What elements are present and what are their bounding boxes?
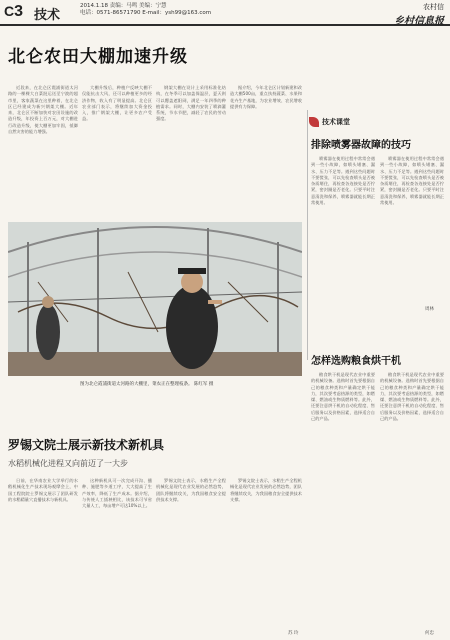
section-title: 技术 (34, 8, 61, 23)
newspaper-brand (394, 2, 444, 27)
brand-small: 农村信 (423, 3, 444, 11)
article-column: 据介绍，今年北仑区计划新建和改造大棚500亩，重点扶持蔬菜、水果和花卉生产基地，为农业增效、农民增收提供有力保障。 (230, 85, 302, 109)
sidebar-column: 喷雾器在使用过程中常常会遇到一些小故障，如喷头堵塞、漏水、压力不足等。遇到这些问题时不要慌张，可以先检查喷头是否被杂质堵住，再检查各连接处是否拧紧，密封圈是否老化。只要平时注意清洗和保养，喷雾器就能长期正常使用。 (380, 156, 444, 206)
greenhouse-illustration (8, 222, 302, 376)
box-label: 技术课堂 (322, 118, 350, 126)
article2-column: 日前，在华南农业大学举行的水稻机械化生产技术现场观摩会上，中国工程院院士罗锡文展示了团队研发的水稻精量穴直播技术与新机具。 (8, 478, 78, 502)
article-column: 近段来，在北仑区霞浦街道太河路的一棵棵大白菜批运送至宁波的超市里，客家蔬菜在这里种着，在北仑区已经建成为新兴钢架大棚。近年来，北仑区不断加快对农田设施的改造升级，年投资上百万元，对大棚进行改造升级，使大棚更加牢固，抵御自然灾害的能力增强。 (8, 85, 78, 135)
article2-column: 罗锡文院士表示，水稻生产全程机械化是现代农业发展的必然趋势，团队将继续攻关，为我国粮食安全提供技术支撑。 (156, 478, 226, 502)
sidebar-column: 粮食烘干机是现代农业中重要的机械设备。选购时首先要根据自己的粮食种类和产量确定烘干能力，其次要考虑热源的类型，如燃煤、燃油或生物质燃料等。此外，还要注意烘干机的自动化程度、售后服务以及价格因素，选择适合自己的产品。 (380, 372, 444, 422)
sidebar-headline-1: 排除喷雾器故障的技巧 (311, 140, 411, 151)
sidebar-author-2: 何忠 (425, 631, 434, 636)
section-letter: C (4, 3, 15, 19)
header-meta (80, 3, 211, 17)
page-header (0, 0, 450, 26)
article2-author: 苏 玲 (288, 631, 299, 636)
date-line: 2014.1.18 责编：马鸣 美编：宁慧 (80, 3, 167, 9)
photo-caption: 图为北仑霞浦街道太河路的大棚里，菜农正在整理枝条。 陈红军 摄 (80, 382, 214, 387)
article-column: 大棚升级后，种植户反映大棚不仅能抗击大风，还可以种植更多的经济作物，收入有了明显提高。北仑区农业部门表示，将继续加大资金投入，推广钢架大棚，让更多农户受益。 (82, 85, 152, 122)
contact-line: 电话：0571-86571790 E-mail：ysh99@163.com (80, 10, 212, 16)
box-heading (309, 117, 350, 127)
sidebar-column: 喷雾器在使用过程中常常会遇到一些小故障，如喷头堵塞、漏水、压力不足等。遇到这些问题时不要慌张，可以先检查喷头是否被杂质堵住，再检查各连接处是否拧紧，密封圈是否老化。只要平时注意清洗和保养，喷雾器就能长期正常使用。 (311, 156, 375, 206)
section-number: 3 (14, 3, 24, 20)
article-column: 钢架大棚在设计上采用标准化结构，在冬季可以加盖保温层，夏天则可以覆盖遮阳网，满足一年四季的种植需求。同时，大棚内安装了喷滴灌系统，节水节肥，减轻了农民的劳动强度。 (156, 85, 226, 122)
sidebar-headline-2: 怎样选购粮食烘干机 (311, 356, 401, 367)
leaf-icon (309, 117, 319, 127)
article2-column: 这种新机具可一次完成开沟、播种、施肥等多道工序，大大提高了生产效率，降低了生产成本。据介绍，与传统人工插秧相比，该技术可节省大量人工，每亩增产可达10%以上。 (82, 478, 152, 509)
article2-subhead: 水稻机械化进程又向前迈了一大步 (8, 459, 128, 468)
main-headline: 北仑农田大棚加速升级 (8, 47, 188, 67)
article2-column: 罗锡文院士表示，水稻生产全程机械化是现代农业发展的必然趋势，团队将继续攻关，为我国粮食安全提供技术支撑。 (230, 478, 302, 502)
brand-logo: 乡村信息报 (394, 16, 444, 27)
greenhouse-photo (8, 222, 302, 376)
sidebar-author-1: 周林 (425, 307, 434, 312)
section-badge (4, 3, 23, 21)
sidebar-column: 粮食烘干机是现代农业中重要的机械设备。选购时首先要根据自己的粮食种类和产量确定烘干能力，其次要考虑热源的类型，如燃煤、燃油或生物质燃料等。此外，还要注意烘干机的自动化程度、售后服务以及价格因素，选择适合自己的产品。 (311, 372, 375, 422)
article2-headline: 罗锡文院士展示新技术新机具 (8, 438, 165, 452)
